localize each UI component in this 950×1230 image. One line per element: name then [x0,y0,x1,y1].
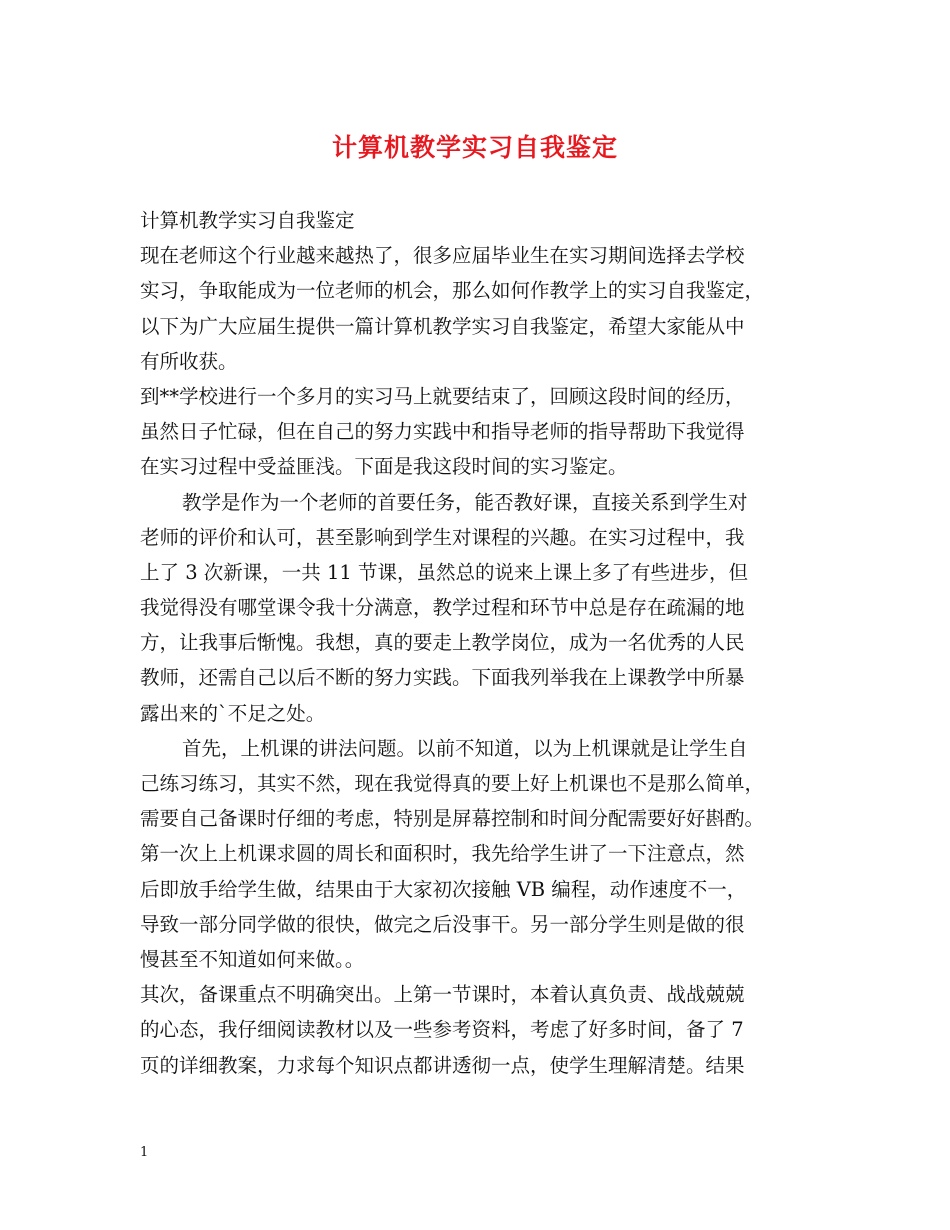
text-line: 计算机教学实习自我鉴定 [140,209,355,232]
text-line: 我觉得没有哪堂课令我十分满意，教学过程和环节中总是存在疏漏的地 [140,596,745,620]
document-body [140,203,820,1083]
text-line: 第一次上上机课求圆的周长和面积时，我先给学生讲了一下注意点，然 [140,842,745,866]
document-title: 计算机教学实习自我鉴定 [331,133,618,162]
text-line: 其次，备课重点不明确突出。上第一节课时，本着认真负责、战战兢兢 [140,983,745,1007]
text-line: 教师，还需自己以后不断的努力实践。下面我列举我在上课教学中所暴 [140,666,745,690]
text-line: 实习，争取能成为一位老师的机会，那么如何作教学上的实习自我鉴定， [140,279,765,303]
text-line: 虽然日子忙碌，但在自己的努力实践中和指导老师的指导帮助下我觉得 [140,420,745,444]
text-line: 教学是作为一个老师的首要任务，能否教好课，直接关系到学生对 [182,490,748,514]
text-line: 页的详细教案，力求每个知识点都讲透彻一点，使学生理解清楚。结果 [140,1053,745,1077]
text-line: 后即放手给学生做，结果由于大家初次接触 VB 编程，动作速度不一， [140,877,747,901]
text-line: 以下为广大应届生提供一篇计算机教学实习自我鉴定，希望大家能从中 [140,314,745,338]
page-number: 1 [140,1145,149,1160]
text-line: 方，让我事后惭愧。我想，真的要走上教学岗位，成为一名优秀的人民 [140,631,745,655]
text-line: 己练习练习，其实不然，现在我觉得真的要上好上机课也不是那么简单， [140,772,765,795]
text-line: 露出来的`不足之处。 [140,701,326,725]
text-line: 导致一部分同学做的很快，做完之后没事干。另一部分学生则是做的很 [140,912,745,936]
text-line: 上了 3 次新课，一共 11 节课，虽然总的说来上课上多了有些进步，但 [140,560,749,584]
text-line: 首先，上机课的讲法问题。以前不知道，以为上机课就是让学生自 [182,736,748,760]
text-line: 在实习过程中受益匪浅。下面是我这段时间的实习鉴定。 [140,455,628,479]
text-line: 需要自己备课时仔细的考虑，特别是屏幕控制和时间分配需要好好斟酌。 [140,807,765,831]
text-line: 到**学校进行一个多月的实习马上就要结束了，回顾这段时间的经历， [140,384,745,408]
text-line: 的心态，我仔细阅读教材以及一些参考资料，考虑了好多时间，备了 7 [140,1018,744,1042]
text-line: 慢甚至不知道如何来做。。 [140,947,365,971]
text-line: 有所收获。 [140,349,238,373]
text-line: 老师的评价和认可，甚至影响到学生对课程的兴趣。在实习过程中，我 [140,525,745,549]
text-line: 现在老师这个行业越来越热了，很多应届毕业生在实习期间选择去学校 [140,244,745,268]
